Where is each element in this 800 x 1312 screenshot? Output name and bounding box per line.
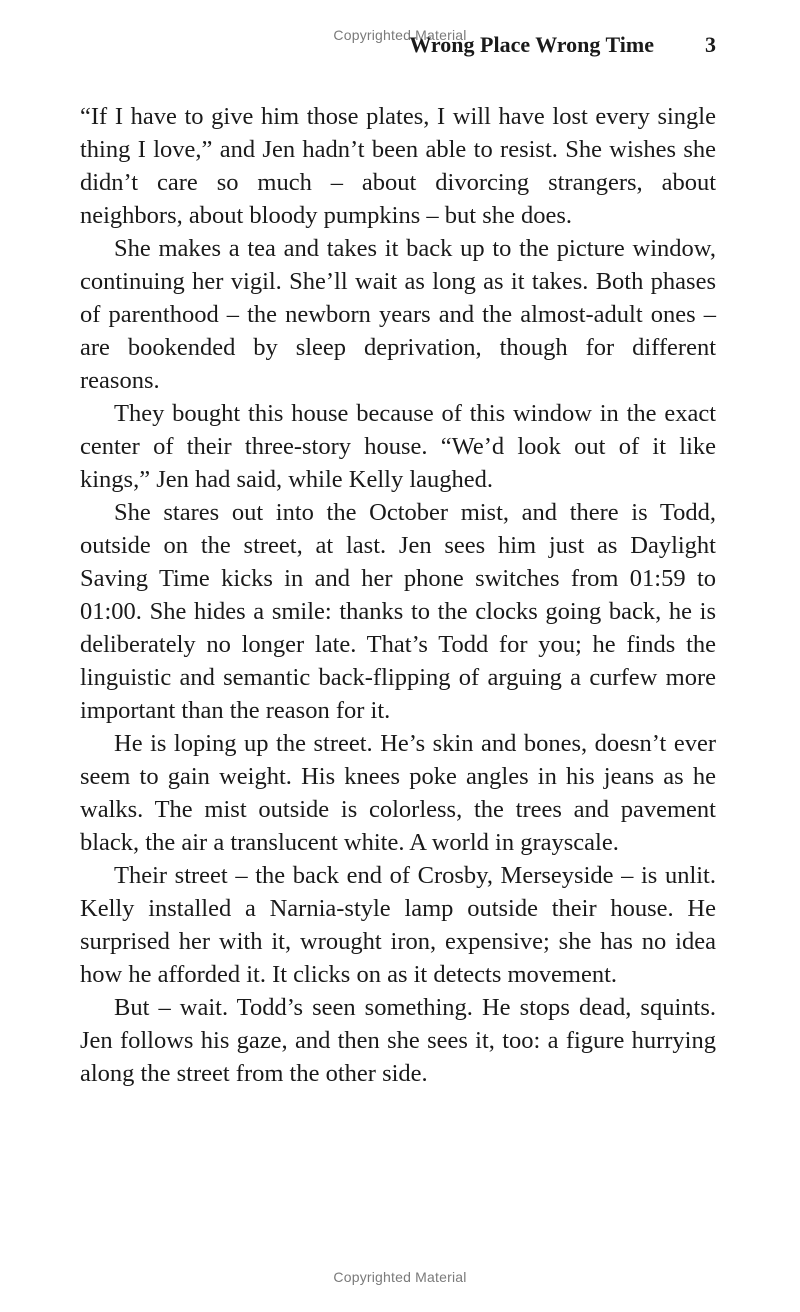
body-text [80,100,716,1090]
book-title: Wrong Place Wrong Time [409,32,654,57]
copyright-watermark-top: Copyrighted Material [333,27,467,43]
paragraph-7: But – wait. Todd’s seen something. He stops dead, squints. Jen follows his gaze, and then she sees it, too: a figure hurrying along the street from the other side. [80,994,716,1087]
paragraph-2: She makes a tea and takes it back up to the picture window, continuing her vigil. She’ll wait as long as it takes. Both phases of parenthood – the newborn years and the almost-adult ones – are bookended by sleep deprivation, though for different reasons. [80,235,716,394]
paragraph-3: They bought this house because of this window in the exact center of their three-story house. “We’d look out of it like kings,” Jen had said, while Kelly laughed. [80,400,716,493]
paragraph-6: Their street – the back end of Crosby, Merseyside – is unlit. Kelly installed a Narnia-style lamp outside their house. He surprised her with it, wrought iron, expensive; she has no idea how he afforded it. It clicks on as it detects movement. [80,862,716,988]
paragraph-5: He is loping up the street. He’s skin and bones, doesn’t ever seem to gain weight. His knees poke angles in his jeans as he walks. The mist outside is colorless, the trees and pavement black, the air a translucent white. A world in grayscale. [80,730,716,856]
paragraph-1: “If I have to give him those plates, I will have lost every single thing I love,” and Jen hadn’t been able to resist. She wishes she didn’t care so much – about divorcing strangers, about neighbors, about bloody pumpkins – but she does. [80,103,716,229]
running-header [80,32,716,60]
paragraph-4: She stares out into the October mist, and there is Todd, outside on the street, at last. Jen sees him just as Daylight Saving Time kicks in and her phone switches from 01:59 to 01:00. She hides a smile: thanks to the clocks going back, he is deliberately no longer late. That’s Todd for you; he finds the linguistic and semantic back-flipping of arguing a curfew more important than the reason for it. [80,499,716,724]
copyright-watermark-bottom: Copyrighted Material [333,1269,467,1285]
page-number: 3 [705,32,716,57]
